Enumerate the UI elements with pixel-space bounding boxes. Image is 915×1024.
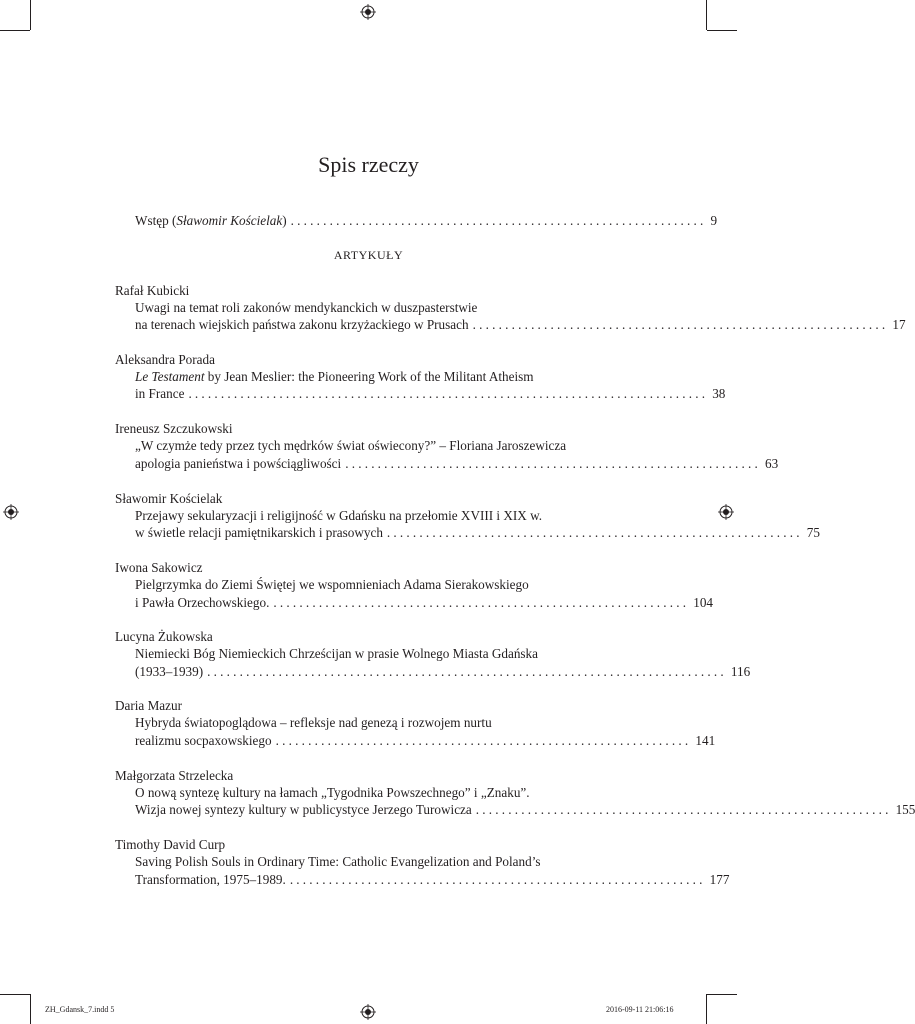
entry-title-line: Hybryda światopoglądowa – refleksje nad genezą i rozwojem nurtu xyxy=(135,715,492,730)
page-number: 116 xyxy=(730,664,751,679)
leader-dots: ................................................................ xyxy=(386,525,803,540)
leader-dots: ................................................................ xyxy=(289,872,706,887)
footer-timestamp: 2016-09-11 21:06:16 xyxy=(606,1005,674,1014)
entry-author: Rafał Kubicki xyxy=(115,283,190,298)
crop-mark xyxy=(0,994,30,995)
leader-dots: ................................................................................ xyxy=(188,386,709,401)
page-number: 17 xyxy=(892,317,906,332)
toc-intro-text: Wstęp (Sławomir Kościelak) xyxy=(135,213,287,228)
leader-dots: ................................................................ xyxy=(275,733,692,748)
entry-title-line: O nową syntezę kultury na łamach „Tygodnika Powszechnego” i „Znaku”. xyxy=(135,785,530,800)
crop-mark xyxy=(30,0,31,30)
page-number: 9 xyxy=(710,213,718,228)
entry-title-last-line: w świetle relacji pamiętnikarskich i prasowych ................................................................ 75 xyxy=(135,525,820,540)
entry-title-last-line: na terenach wiejskich państwa zakonu krzyżackiego w Prusach ................................................................ 17 xyxy=(135,317,906,332)
entry-title-last-line: Wizja nowej syntezy kultury w publicystyce Jerzego Turowicza ................................................................ 155 xyxy=(135,802,915,817)
leader-dots: ................................................................ xyxy=(273,595,690,610)
entry-title-line: Uwagi na temat roli zakonów mendykanckich w duszpasterstwie xyxy=(135,300,478,315)
entry-title-line: Saving Polish Souls in Ordinary Time: Catholic Evangelization and Poland’s xyxy=(135,854,541,869)
registration-mark-icon xyxy=(360,1004,376,1020)
crop-mark xyxy=(707,994,737,995)
entry-author: Sławomir Kościelak xyxy=(115,491,223,506)
entry-title-last-line: i Pawła Orzechowskiego. ................................................................ 104 xyxy=(135,595,713,610)
entry-author: Lucyna Żukowska xyxy=(115,629,213,644)
leader-dots: ................................................................................ xyxy=(207,664,727,679)
leader-dots: ................................................................ xyxy=(290,213,707,228)
entry-author: Ireneusz Szczukowski xyxy=(115,421,233,436)
page-number: 141 xyxy=(695,733,716,748)
entry-author: Timothy David Curp xyxy=(115,837,226,852)
page-title: Spis rzeczy xyxy=(318,152,419,177)
entry-title-last-line: (1933–1939) ................................................................................ 116 xyxy=(135,664,751,679)
entry-title-last-line: in France ................................................................................ 38 xyxy=(135,386,726,401)
toc-intro xyxy=(135,212,718,230)
page-number: 38 xyxy=(712,386,726,401)
page-number: 177 xyxy=(709,872,730,887)
leader-dots: ................................................................ xyxy=(472,317,889,332)
entry-author: Aleksandra Porada xyxy=(115,352,215,367)
entry-title-last-line: apologia panieństwa i powściągliwości ................................................................ 63 xyxy=(135,456,779,471)
section-heading: ARTYKUŁY xyxy=(333,248,404,262)
registration-mark-icon xyxy=(360,4,376,20)
registration-mark-icon xyxy=(3,504,19,520)
page-number: 75 xyxy=(806,525,820,540)
crop-mark xyxy=(706,0,707,30)
crop-mark xyxy=(0,30,30,31)
entry-title-last-line: Transformation, 1975–1989. ................................................................ 177 xyxy=(135,872,730,887)
leader-dots: ................................................................ xyxy=(475,802,892,817)
footer-file-name: ZH_Gdansk_7.indd 5 xyxy=(45,1005,115,1014)
entry-title-last-line: realizmu socpaxowskiego ................................................................ 141 xyxy=(135,733,716,748)
entry-author: Daria Mazur xyxy=(115,698,182,713)
entry-author: Małgorzata Strzelecka xyxy=(115,768,234,783)
registration-mark-icon xyxy=(718,504,734,520)
entry-author: Iwona Sakowicz xyxy=(115,560,203,575)
entry-title-line: Pielgrzymka do Ziemi Świętej we wspomnieniach Adama Sierakowskiego xyxy=(135,577,529,592)
crop-mark xyxy=(707,30,737,31)
page-number: 104 xyxy=(693,595,713,610)
crop-mark xyxy=(30,994,31,1024)
leader-dots: ................................................................ xyxy=(345,456,762,471)
crop-mark xyxy=(706,994,707,1024)
page-number: 63 xyxy=(765,456,779,471)
page-number: 155 xyxy=(895,802,915,817)
entry-title-line: „W czymże tedy przez tych mędrków świat oświecony?” – Floriana Jaroszewicza xyxy=(135,438,567,453)
entry-title-line: Niemiecki Bóg Niemieckich Chrześcijan w prasie Wolnego Miasta Gdańska xyxy=(135,646,538,661)
entry-title-line: Przejawy sekularyzacji i religijność w Gdańsku na przełomie XVIII i XIX w. xyxy=(135,508,543,523)
entry-title-line: Le Testament by Jean Meslier: the Pioneering Work of the Militant Atheism xyxy=(135,369,534,384)
